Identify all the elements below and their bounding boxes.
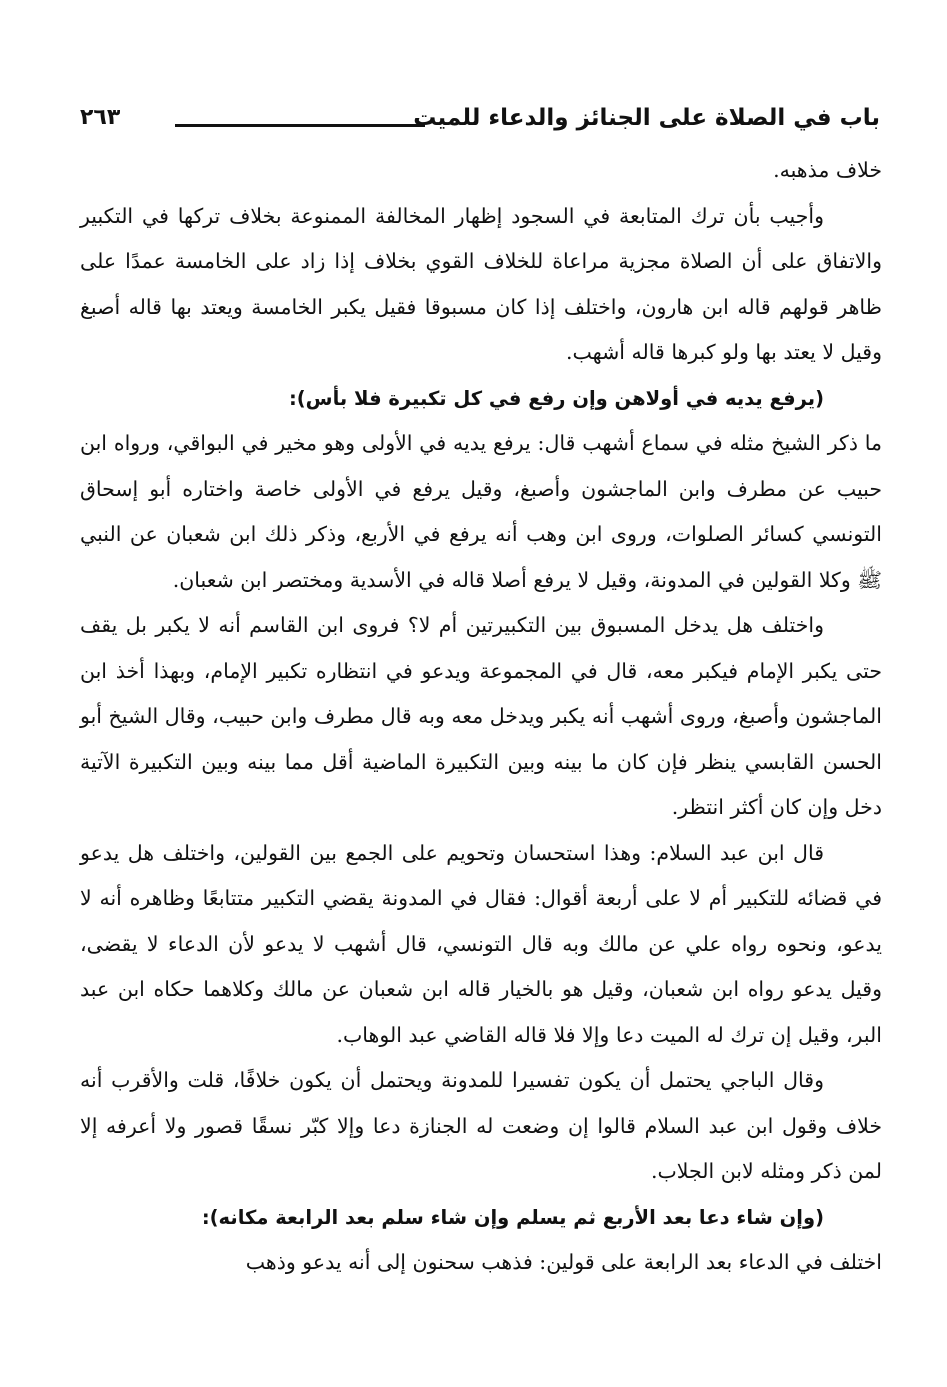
section-heading: (وإن شاء دعا بعد الأربع ثم يسلم وإن شاء سلم بعد الرابعة مكانه):	[201, 1205, 824, 1229]
paragraph: خلاف مذهبه.	[773, 158, 882, 182]
body-text	[80, 148, 882, 1286]
paragraph: ما ذكر الشيخ مثله في سماع أشهب قال: يرفع يديه في الأولى وهو مخير في البواقي، ورواه ابن حبيب عن مطرف وابن الماجشون وأصبغ، وقيل يرفع في الأولى خاصة واختاره أبو إسحاق التونسي كسائر الصلوات، وروى ابن وهب أنه يرفع في الأربع، وذكر ذلك ابن شعبان عن النبي ﷺ وكلا القولين في المدونة، وقيل لا يرفع أصلا قاله في الأسدية ومختصر ابن شعبان.	[80, 431, 882, 592]
paragraph: اختلف في الدعاء بعد الرابعة على قولين: فذهب سحنون إلى أنه يدعو وذهب	[245, 1250, 882, 1274]
page-number: ٢٦٣	[80, 105, 121, 130]
header-rule	[175, 124, 425, 127]
paragraph: قال ابن عبد السلام: وهذا استحسان وتحويم على الجمع بين القولين، واختلف هل يدعو في قضائه للتكبير أم لا على أربعة أقوال: فقال في المدونة يقضي التكبير متتابعًا وظاهره أنه لا يدعو، ونحوه رواه علي عن مالك وبه قال التونسي، قال أشهب لا يدعو لأن الدعاء لا يقضى، وقيل يدعو رواه ابن شعبان، وقيل هو بالخيار قاله ابن شعبان عن مالك وكلاهما حكاه ابن عبد البر، وقيل إن ترك له الميت دعا وإلا فلا قاله القاضي عبد الوهاب.	[80, 840, 882, 1047]
paragraph: واختلف هل يدخل المسبوق بين التكبيرتين أم لا؟ فروى ابن القاسم أنه لا يكبر بل يقف حتى يكبر الإمام فيكبر معه، قال في المجموعة ويدعو في انتظاره تكبير الإمام، وبهذا أخذ ابن الماجشون وأصبغ، وروى أشهب أنه يكبر ويدخل معه وبه قال مطرف وابن حبيب، وقال الشيخ أبو الحسن القابسي ينظر فإن كان ما بينه وبين التكبيرة الماضية أقل مما بينه وبين التكبيرة الآتية دخل وإن كان أكثر انتظر.	[80, 613, 882, 819]
chapter-title: باب في الصلاة على الجنائز والدعاء للميت	[413, 105, 880, 131]
running-header	[80, 100, 880, 140]
section-heading: (يرفع يديه في أولاهن وإن رفع في كل تكبيرة فلا بأس):	[288, 386, 824, 410]
paragraph: وأجيب بأن ترك المتابعة في السجود إظهار المخالفة الممنوعة بخلاف تركها في التكبير والاتفاق على أن الصلاة مجزية مراعاة للخلاف القوي بخلاف إذا زاد على الخامسة عمدًا على ظاهر قولهم قاله ابن هارون، واختلف إذا كان مسبوقا فقيل يكبر الخامسة ويعتد بها قاله أصبغ وقيل لا يعتد بها ولو كبرها قاله أشهب.	[80, 203, 882, 364]
paragraph: وقال الباجي يحتمل أن يكون تفسيرا للمدونة ويحتمل أن يكون خلافًا، قلت والأقرب أنه خلاف وقول ابن عبد السلام قالوا إن وضعت له الجنازة دعا وإلا كبّر نسقًا قصور ولا أعرفه إلا لمن ذكر ومثله لابن الجلاب.	[80, 1068, 882, 1183]
